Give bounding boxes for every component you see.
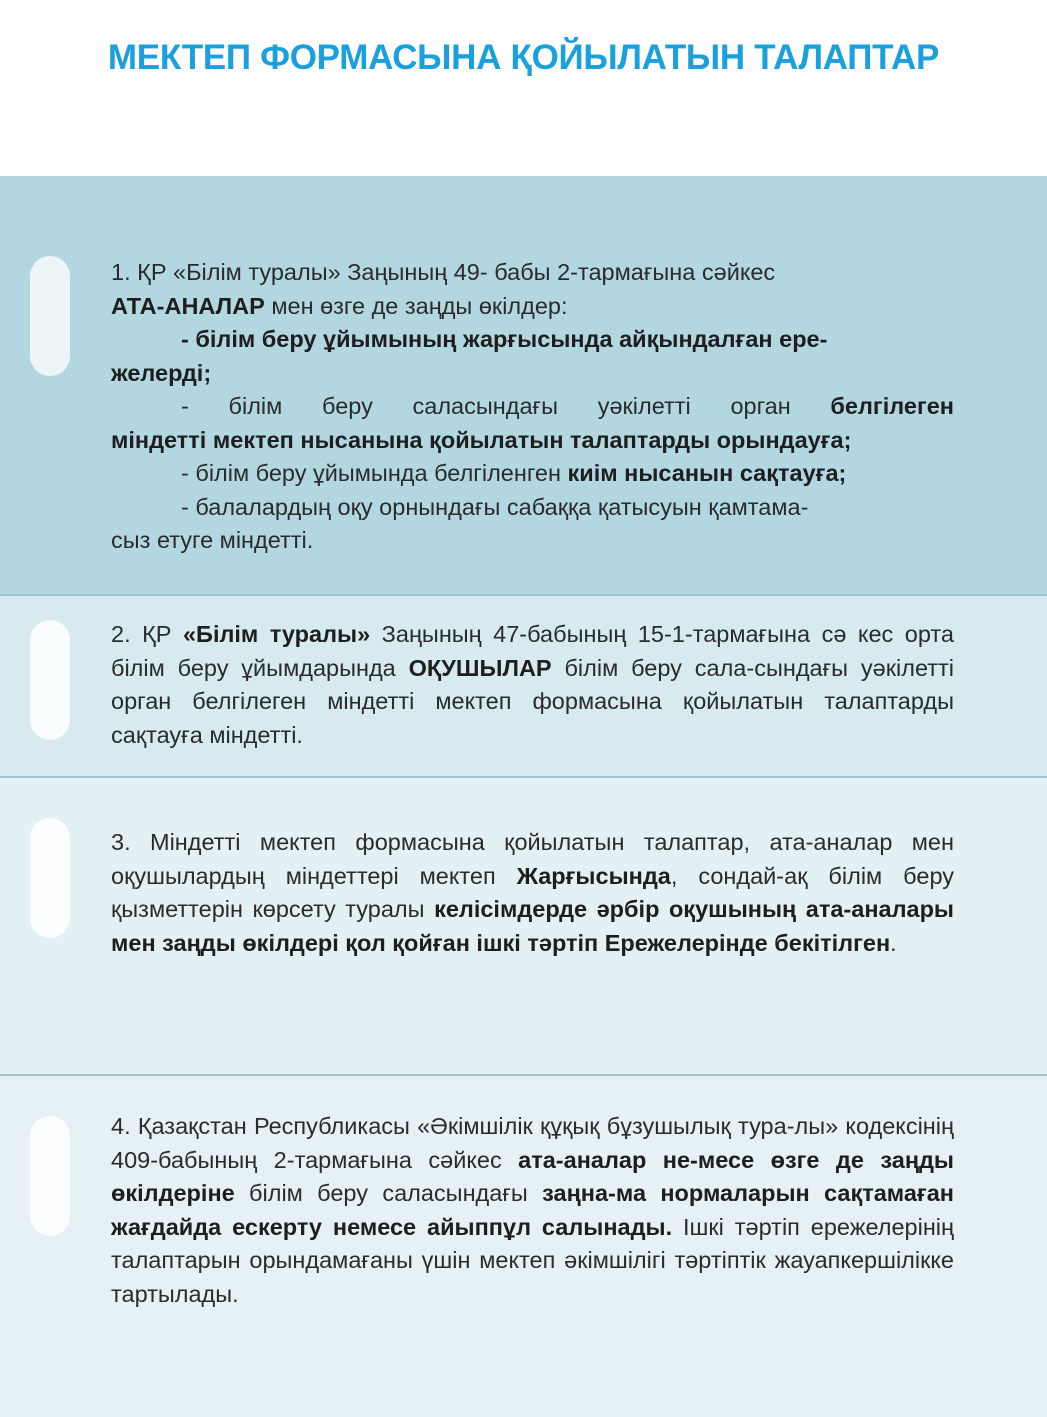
text-line [111, 357, 954, 391]
text-line: сыз етуге міндетті. [111, 527, 314, 553]
requirement-section-2 [0, 596, 1047, 778]
bold-text: заңна-ма нормаларын сақтамаған жағдайда ескерту немесе айыппұл салынады. [111, 1180, 955, 1240]
decorative-pill [30, 1116, 70, 1236]
bold-text: Жарғысында [516, 862, 671, 889]
decorative-pill [30, 256, 70, 376]
requirement-section-1 [0, 176, 1047, 596]
requirement-text-4 [111, 1110, 954, 1311]
text-span: . [890, 929, 897, 956]
decorative-pill [30, 620, 70, 740]
bold-text: желерді; [111, 359, 212, 386]
bullet-item [111, 457, 954, 491]
bold-text: белгілеген [830, 393, 954, 419]
text-span: білім беру сала-сындағы уәкілетті орган белгілеген міндетті мектеп формасына қойылатын талаптарды сақтауға міндетті. [111, 654, 954, 748]
requirement-text-2 [111, 618, 954, 752]
bold-text: ата-аналар не-месе өзге де заңды өкілдеріне [111, 1146, 954, 1206]
text-span: Заңының 47-бабының 15-1-тармағына сә кес орта білім беру ұйымдарында [111, 621, 954, 681]
text-span: білім беру саласындағы [234, 1180, 543, 1206]
requirement-text-1 [111, 256, 954, 558]
bullet-item [111, 390, 954, 424]
text-span: , сондай-ақ білім беру қызметтерін көрсету туралы [111, 862, 954, 922]
text-span: - білім беру саласындағы уәкілетті орган [181, 393, 831, 419]
text-span: 3. Міндетті мектеп формасына қойылатын талаптар, ата-аналар мен оқушылардың міндеттері мектеп [111, 829, 954, 889]
bold-text: ОҚУШЫЛАР [408, 654, 552, 681]
text-span: Ішкі тәртіп ережелерінің талаптарын орындамағаны үшін мектеп әкімшілігі тәртіптік жауапкершілікке тартылады. [111, 1213, 954, 1307]
bold-text: келісімдерде әрбір оқушының ата-аналары мен заңды өкілдері қол қойған ішкі тәртіп Ережелерінде бекітілген [111, 896, 954, 956]
bold-text: киім нысанын сақтауға; [567, 460, 847, 486]
decorative-pill [30, 818, 70, 938]
bold-text: АТА-АНАЛАР [111, 292, 265, 319]
page-title: МЕКТЕП ФОРМАСЫНА ҚОЙЫЛАТЫН ТАЛАПТАР [107, 38, 940, 77]
text-span: 2. ҚР [111, 621, 183, 647]
bold-text: «Білім туралы» [182, 621, 371, 647]
text-line [111, 290, 954, 324]
text-line [111, 424, 954, 458]
text-span: 4. Қазақстан Республикасы «Әкімшілік құқық бұзушылық тура-лы» кодексінің 409-бабының 2-тармағына сәйкес [111, 1113, 954, 1173]
bullet-item: - балалардың оқу орнындағы сабаққа қатысуын қамтама- [181, 493, 809, 520]
text-span: - білім беру ұйымында белгіленген [181, 460, 568, 486]
text-span: мен өзге де заңды өкілдер: [264, 292, 568, 319]
bold-text: міндетті мектеп нысанына қойылатын талаптарды орындауға; [111, 426, 852, 453]
requirement-section-4 [0, 1076, 1047, 1417]
requirement-text-3 [111, 826, 954, 960]
bullet-item [111, 323, 954, 357]
requirement-section-3 [0, 778, 1047, 1076]
text-line: 1. ҚР «Білім туралы» Заңының 49- бабы 2-тармағына сәйкес [111, 259, 776, 285]
bold-text: - білім беру ұйымының жарғысында айқындалған ере- [181, 326, 828, 352]
